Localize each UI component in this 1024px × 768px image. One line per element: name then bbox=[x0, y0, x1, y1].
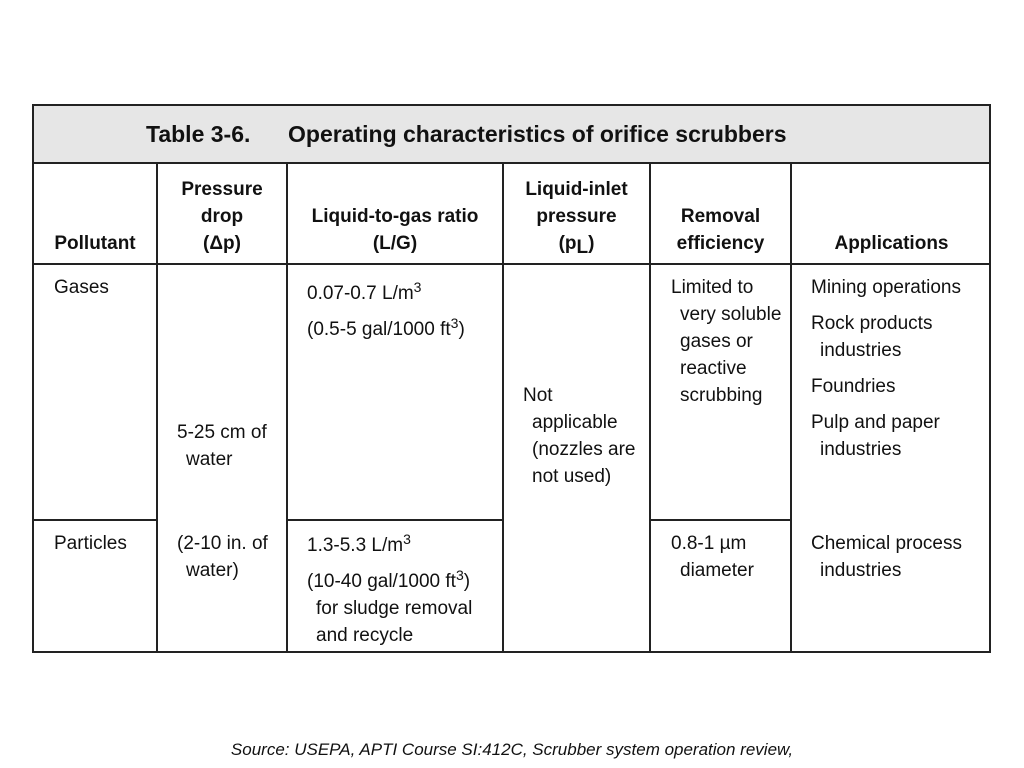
gases-lg-line1-sup: 3 bbox=[413, 279, 422, 295]
application-item: Pulp and paper industries bbox=[811, 412, 940, 460]
particles-lg-ratio-cell bbox=[307, 532, 497, 649]
gases-lg-ratio-cell bbox=[307, 276, 497, 348]
particles-lg-line1 bbox=[307, 532, 497, 559]
particles-lg-line2-text: (10-40 gal/1000 ft bbox=[307, 571, 456, 592]
header-removal-efficiency bbox=[651, 203, 790, 257]
particles-pollutant-cell: Particles bbox=[54, 533, 127, 554]
header-pressure-drop bbox=[158, 176, 286, 257]
table-number: Table 3-6. bbox=[146, 120, 251, 147]
inlet-paren-close: ) bbox=[588, 233, 595, 254]
header-liquid-inlet-line1: Liquid-inlet bbox=[525, 179, 628, 200]
header-removal-line1: Removal bbox=[680, 206, 761, 227]
header-liquid-inlet-line2: pressure bbox=[536, 206, 617, 227]
liquid-inlet-cell: Not applicable (nozzles are not used) bbox=[523, 385, 636, 487]
source-citation: Source: USEPA, APTI Course SI:412C, Scrubber system operation review, bbox=[230, 740, 794, 759]
application-item: Chemical process industries bbox=[811, 533, 962, 581]
header-bottom-rule bbox=[34, 263, 989, 265]
gases-lg-line2-text: (0.5-5 gal/1000 ft bbox=[307, 319, 451, 340]
row-divider-left bbox=[34, 519, 157, 521]
row-divider-removal bbox=[650, 519, 791, 521]
particles-removal-cell: 0.8-1 µm diameter bbox=[671, 533, 754, 581]
gases-lg-line2-post: ) bbox=[458, 319, 465, 340]
application-item: Foundries bbox=[811, 376, 896, 397]
header-lg-ratio-line2: (L/G) bbox=[372, 233, 418, 254]
gases-lg-line1-text: 0.07-0.7 L/m bbox=[307, 283, 414, 304]
pressure-drop-metric-cell: 5-25 cm of water bbox=[177, 422, 267, 470]
pressure-drop-imperial-cell: (2-10 in. of water) bbox=[177, 533, 268, 581]
header-liquid-inlet-line3 bbox=[504, 230, 649, 257]
header-pollutant-text: Pollutant bbox=[54, 233, 136, 254]
particles-lg-line1-text: 1.3-5.3 L/m bbox=[307, 535, 404, 556]
header-lg-ratio-line1: Liquid-to-gas ratio bbox=[311, 206, 479, 227]
particles-lg-line2 bbox=[307, 568, 497, 595]
header-applications-text: Applications bbox=[834, 233, 949, 254]
row-divider-lg bbox=[287, 519, 503, 521]
gases-removal-cell: Limited to very soluble gases or reactive scrubbing bbox=[671, 277, 782, 406]
application-item: Mining operations bbox=[811, 277, 961, 298]
application-item: Rock products industries bbox=[811, 313, 933, 361]
particles-applications-cell bbox=[811, 530, 986, 584]
header-lg-ratio bbox=[288, 203, 502, 257]
particles-lg-line2-post: ) bbox=[463, 571, 471, 592]
inlet-subscript: L bbox=[576, 237, 589, 258]
header-pressure-drop-line3: (Δp) bbox=[203, 233, 241, 254]
table-title: Operating characteristics of orifice scrubbers bbox=[288, 120, 787, 147]
operating-characteristics-table bbox=[32, 104, 991, 653]
gases-lg-line2 bbox=[307, 312, 497, 348]
particles-lg-line1-sup: 3 bbox=[403, 531, 411, 547]
gases-applications-cell bbox=[811, 274, 986, 463]
gases-lg-line2-sup: 3 bbox=[450, 315, 459, 331]
particles-lg-line2-sup: 3 bbox=[455, 567, 464, 583]
particles-lg-line3: for sludge removal and recycle bbox=[316, 598, 473, 646]
inlet-paren-open: (p bbox=[558, 233, 577, 254]
header-removal-line2: efficiency bbox=[676, 233, 765, 254]
gases-lg-line1 bbox=[307, 276, 497, 312]
header-pressure-drop-line1: Pressure bbox=[181, 179, 263, 200]
gases-pollutant-cell: Gases bbox=[54, 277, 109, 298]
header-pressure-drop-line2: drop bbox=[200, 206, 244, 227]
table-title-bar bbox=[34, 106, 989, 164]
header-applications bbox=[792, 230, 991, 257]
header-liquid-inlet bbox=[504, 176, 649, 257]
header-pollutant bbox=[34, 230, 156, 257]
